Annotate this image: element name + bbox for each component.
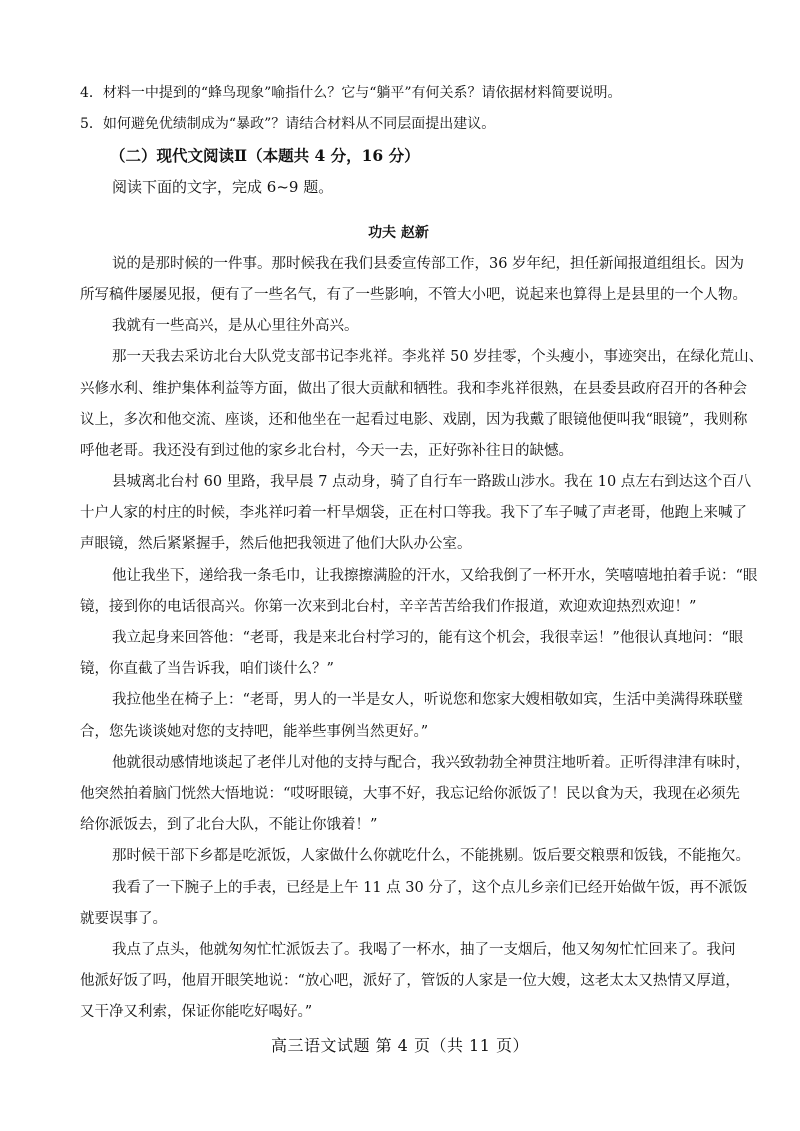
- paragraph-line: 我立起身来回答他：“老哥，我是来北台村学习的，能有这个机会，我很幸运！”他很认真地问：“眼: [112, 630, 744, 646]
- paragraph-line: 他突然拍着脑门恍然大悟地说：“哎呀眼镜，大事不好，我忘记给你派饭了！民以食为天，我现在必须先: [80, 785, 740, 802]
- paragraph-line: 说的是那时候的一件事。那时候我在我们县委宣传部工作，36 岁年纪，担任新闻报道组组长。因为: [112, 255, 745, 272]
- paragraph-line: 议上，多次和他交流、座谈，还和他坐在一起看过电影、戏剧，因为我戴了眼镜他便叫我“眼镜”，我则称: [80, 411, 748, 428]
- question-4: 4．材料一中提到的“蜂鸟现象”喻指什么？它与“躺平”有何关系？请依据材料简要说明。: [80, 85, 622, 101]
- paragraph-line: 我拉他坐在椅子上：“老哥，男人的一半是女人，听说您和您家大嫂相敬如宾，生活中美满得珠联璧: [112, 692, 743, 709]
- question-5: 5．如何避免优绩制成为“暴政”？请结合材料从不同层面提出建议。: [80, 116, 496, 133]
- paragraph: [80, 841, 750, 872]
- paragraph: [80, 623, 744, 685]
- paragraph: [80, 561, 758, 623]
- section-heading: （二）现代文阅读Ⅱ（本题共 4 分，16 分）: [110, 146, 420, 166]
- paragraph-line: 那时候干部下乡都是吃派饭，人家做什么你就吃什么，不能挑剔。饭后要交粮票和饭钱，不能拖欠。: [112, 848, 750, 865]
- article-body: [80, 249, 764, 1029]
- paragraph-line: 十户人家的村庄的时候，李兆祥叼着一杆旱烟袋，正在村口等我。我下了车子喊了声老哥，他跑上来喊了: [80, 505, 747, 522]
- paragraph-line: 他让我坐下，递给我一条毛巾，让我擦擦满脸的汗水，又给我倒了一杯开水，笑嘻嘻地拍着手说：“眼: [112, 567, 758, 584]
- paragraph: [80, 935, 740, 1029]
- paragraph-line: 他就很动感情地谈起了老伴儿对他的支持与配合，我兴致勃勃全神贯注地听着。正听得津津有味时，: [112, 754, 750, 771]
- paragraph-line: 我就有一些高兴，是从心里往外高兴。: [112, 318, 359, 335]
- paragraph-line: 我看了一下腕子上的手表，已经是上午 11 点 30 分了，这个点儿乡亲们已经开始做午饭，再不派饭: [112, 879, 748, 896]
- paragraph-line: 呼他老哥。我还没有到过他的家乡北台村，今天一去，正好弥补往日的缺憾。: [80, 442, 573, 459]
- paragraph-line: 镜，接到你的电话很高兴。你第一次来到北台村，辛辛苦苦给我们作报道，欢迎欢迎热烈欢迎！”: [80, 598, 697, 615]
- reading-instruction: 阅读下面的文字，完成 6~9 题。: [112, 177, 334, 196]
- paragraph-line: 声眼镜，然后紧紧握手，然后他把我领进了他们大队办公室。: [80, 536, 472, 553]
- paragraph-line: 就要误事了。: [80, 910, 167, 927]
- paragraph-line: 他派好饭了吗，他眉开眼笑地说：“放心吧，派好了，管饭的人家是一位大嫂，这老太太又热情又厚道，: [80, 973, 740, 990]
- paragraph-line: 那一天我去采访北台大队党支部书记李兆祥。李兆祥 50 岁挂零，个头瘦小，事迹突出，在绿化荒山、: [112, 349, 764, 366]
- article-title: 功夫 赵新: [368, 224, 429, 241]
- page-body: [80, 78, 764, 1028]
- paragraph: [80, 249, 747, 311]
- paragraph-line: 给你派饭去，到了北台大队，不能让你饿着！”: [80, 817, 378, 834]
- paragraph: [80, 342, 764, 467]
- paragraph: [80, 685, 743, 747]
- paragraph-line: 县城离北台村 60 里路，我早晨 7 点动身，骑了自行车一路跋山涉水。我在 10 点左右到达这个百八: [112, 474, 752, 491]
- paragraph-line: 又干净又利索，保证你能吃好喝好。”: [80, 1004, 313, 1021]
- page-footer: 高三语文试题 第 4 页（共 11 页）: [271, 1036, 529, 1055]
- paragraph-line: 我点了点头，他就匆匆忙忙派饭去了。我喝了一杯水，抽了一支烟后，他又匆匆忙忙回来了。我问: [112, 941, 736, 958]
- paragraph: [80, 873, 748, 935]
- paragraph: [80, 311, 717, 342]
- paragraph-line: 合，您先谈谈她对您的支持吧，能举些事例当然更好。”: [80, 723, 429, 740]
- paragraph-line: 兴修水利、维护集体利益等方面，做出了很大贡献和牺牲。我和李兆祥很熟，在县委县政府召开的各种会: [80, 380, 747, 397]
- paragraph: [80, 748, 750, 842]
- paragraph: [80, 467, 752, 561]
- paragraph-line: 镜，你直截了当告诉我，咱们谈什么？”: [80, 661, 334, 678]
- paragraph-line: 所写稿件屡屡见报，便有了一些名气，有了一些影响，不管大小吧，说起来也算得上是县里的一个人物。: [80, 286, 747, 303]
